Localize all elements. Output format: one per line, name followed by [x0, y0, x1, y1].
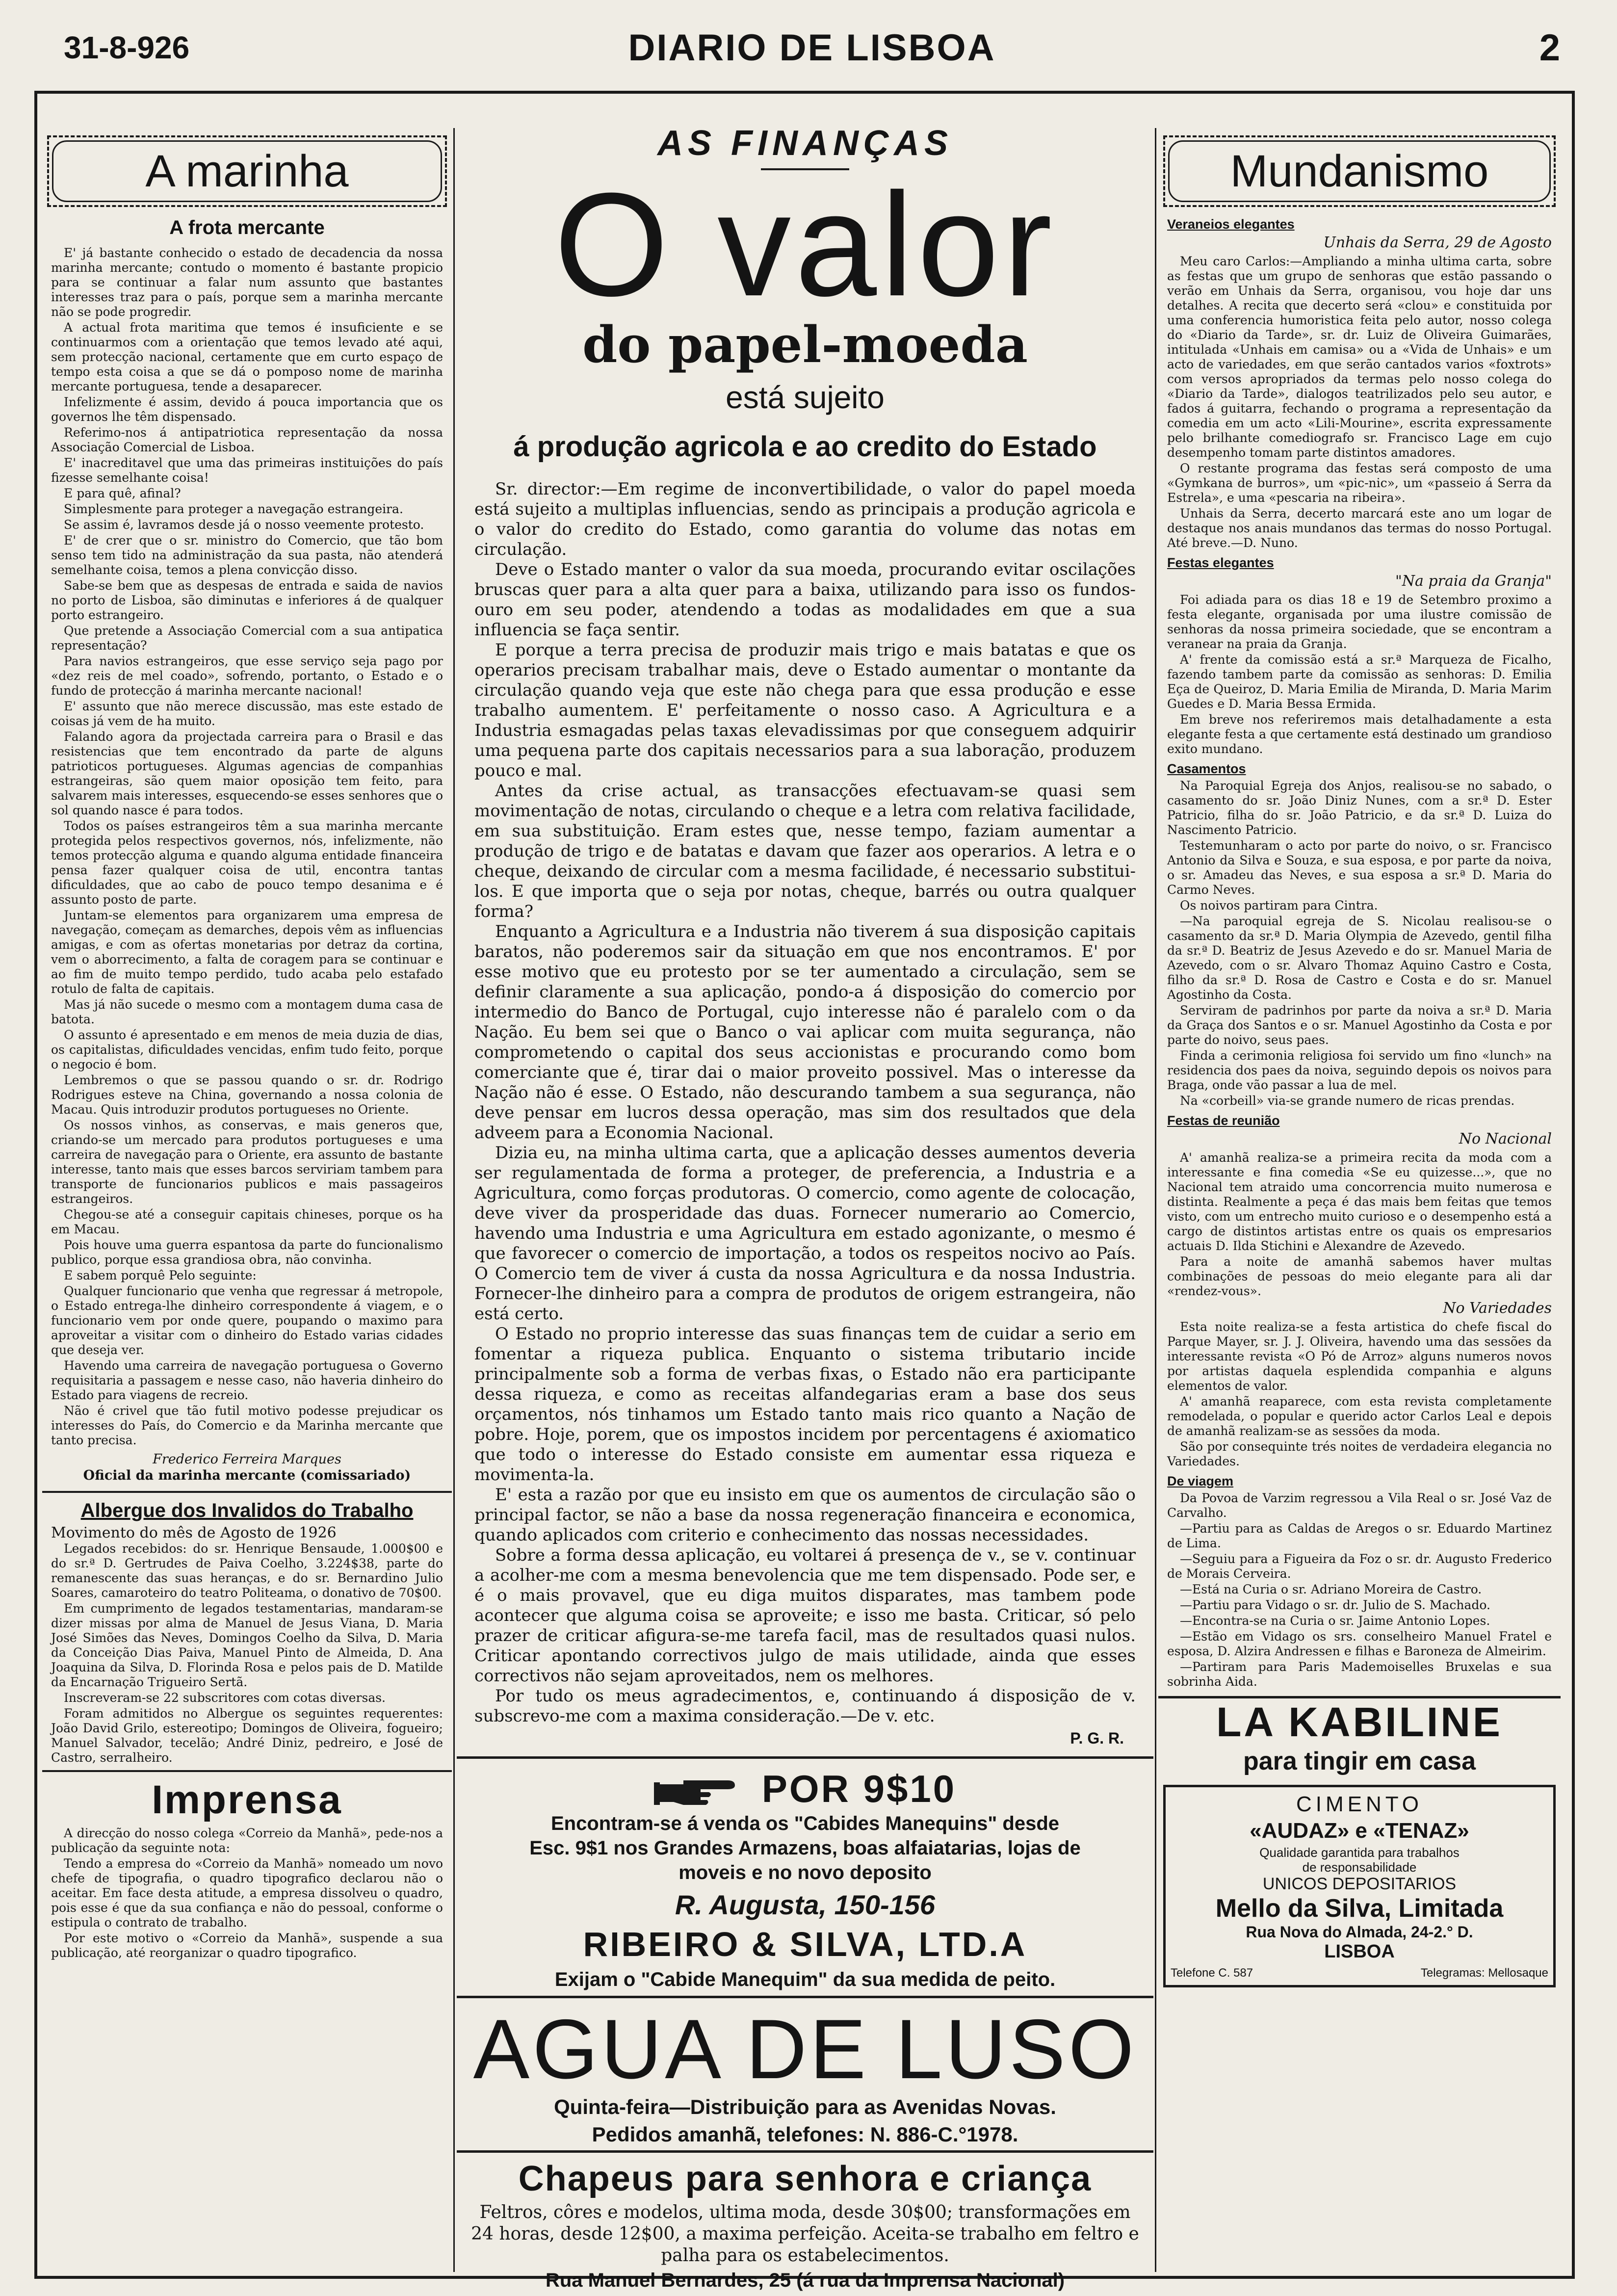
paragraph: Enquanto a Agricultura e a Industria não tiverem á sua disposição capitais baratos, não poderemos sair da situação em que nos encontramos. E' por esse motivo que eu protesto por se ter aumentado a circulação, sem se definir claramente a sua aplicação, pondo-a á disposição do comercio por intermedio do Banco de Portugal, cujo interesse não é paralelo com o da Nação. Eu bem sei que o Banco o vai aplicar com muita segurança, não comprometendo o capital dos seus accionistas e procurando como bom comerciante que é, tirar dai o maior proveito possivel. Mas o interesse da Nação não é esse. O Estado, não descurando tambem a sua segurança, não deve pensar em lucros dessa operação, mas sim dos resultados que dela adveem para a Economia Nacional. — [474, 922, 1136, 1143]
imprensa-title: Imprensa — [152, 1777, 342, 1822]
subsection-heading: Veraneios elegantes — [1167, 217, 1295, 232]
main-headline: O valor — [554, 162, 1056, 327]
paragraph: —Partiram para Paris Mademoiselles Bruxelas e sua sobrinha Aida. — [1167, 1660, 1552, 1689]
dateline: No Variedades — [1443, 1300, 1552, 1317]
reuniao-body — [1167, 1150, 1552, 1299]
paragraph: Sobre a forma dessa aplicação, eu voltarei á presença de v., se v. continuar a acolher-me com a mesma benevolencia que me tem dispensado. Pode ser, e é o mais provavel, que eu diga muitos disparates, mas tambem pode acontecer que alguma coisa se aproveite; e isso me basta. Criticar, só pelo prazer de criticar afigura-se-me tarefa facil, mas de resultados quasi nulos. Criticar apontando correctivos julgo de mais utilidade, ainda que esses correctivos não sejam aproveitados, nem os melhores. — [474, 1545, 1136, 1686]
paragraph: Juntam-se elementos para organizarem uma empresa de navegação, começam as demarches, depois vêm as influencias amigas, e com as ofertas monetarias por detraz da cortina, vem o aborrecimento, a falta de coragem para se continuar e ao fim de muito tempo perdido, tudo acaba pelo estafado rotulo de falta de capitais. — [51, 908, 443, 996]
ad-price: POR 9$10 — [761, 1767, 957, 1810]
ad-phone: Telefone C. 587 — [1171, 1966, 1253, 1980]
middle-column — [457, 123, 1153, 2291]
article-title: A frota mercante — [169, 217, 325, 238]
section-kicker: AS FINANÇAS — [657, 124, 953, 163]
headline-deck: do papel-moeda — [582, 315, 1028, 374]
paragraph: Simplesmente para proteger a navegação estrangeira. — [64, 502, 403, 516]
paragraph: Os nossos vinhos, as conservas, e mais generos que, criando-se um mercado para produtos portugueses e uma carreira de navegação para o Oriente, era assunto de bastante interesse, tanto mais que esses barcos serviriam tambem para transporte de funcionarios publicos e mais passageiros estrangeiros. — [51, 1118, 443, 1206]
paragraph: São por consequinte trés noites de verdadeira elegancia no Variedades. — [1167, 1439, 1552, 1468]
paragraph: Serviram de padrinhos por parte da noiva a sr.ª D. Maria da Graça dos Santos e o sr. Manuel Agostinho da Costa e por parte do noivo, seus paes. — [1167, 1003, 1552, 1047]
paragraph: E' assunto que não merece discussão, mas este estado de coisas já vem de ha muito. — [51, 699, 443, 728]
headline-deck-2: está sujeito — [726, 380, 885, 415]
paragraph: Inscreveram-se 22 subscritores com cotas diversas. — [64, 1691, 386, 1705]
paragraph: E' de crer que o sr. ministro do Comercio, que tão bom senso tem tido na administração da sua pasta, não atenderá semelhante coisa, temos a plena convicção disso. — [51, 533, 443, 577]
paragraph: Falando agora da projectada carreira para o Brasil e das resistencias que tem encontrado da parte de alguns patrioticos portugueses. Algumas agencias de companhias estrangeiras, são quem maior oposição tem feito, para salvarem mais interesses, esquecendo-se esses senhores que o sol quando nasce é para todos. — [51, 730, 443, 817]
left-column — [42, 126, 452, 2277]
headline-deck-3: á produção agricola e ao credito do Estado — [513, 431, 1097, 463]
paragraph: Unhais da Serra, decerto marcará este ano um logar de destaque nos anais mundanos das termas do nosso Portugal. Até breve.—D. Nuno. — [1167, 506, 1552, 550]
chapeus-advertisement — [457, 2153, 1153, 2292]
paragraph: Infelizmente é assim, devido á pouca importancia que os governos lhe têm dispensado. — [51, 395, 443, 424]
paragraph: Qualquer funcionario que venha que regressar á metropole, o Estado entrega-lhe dinheiro correspondente á viagem, e o funcionario vem por onde quere, poupando o maximo para aproveitar a visitar com o dinheiro do Estado varias cidades que deseja ver. — [51, 1284, 443, 1357]
section-heading-box — [47, 135, 447, 207]
paragraph: Lembremos o que se passou quando o sr. dr. Rodrigo Rodrigues esteve na China, governando a nossa colonia de Macau. Quis introduzir produtos portugueses no Oriente. — [51, 1073, 443, 1117]
casamentos-body — [1167, 779, 1552, 1108]
paragraph: Dizia eu, na minha ultima carta, que a aplicação desses aumentos deveria ser regulamentada de forma a proteger, de preferencia, a Industria e a Agricultura, como forças produtoras. O comercio, como agente de colocação, deve viver da prosperidade das duas. Fornecer numerario ao Comercio, havendo uma Industria e uma Agricultura em estado agonizante, o mesmo é que favorecer o comercio de importação, a todos os respeitos nocivo ao País. O Comercio tem de viver á custa da nossa Agricultura e da nossa Industria. Fornecer-lhe dinheiro para a compra de produtos de origem estrangeira, não está certo. — [474, 1143, 1136, 1324]
paragraph: Referimo-nos á antipatriotica representação da nossa Associação Comercial de Lisboa. — [51, 425, 443, 454]
paragraph: Para navios estrangeiros, que esse serviço seja pago por «dez reis de mel coado», sofrendo, portanto, o Estado e o fundo de protecção á marinha mercante nacional! — [51, 654, 443, 698]
article-body — [51, 246, 443, 1448]
paragraph: A actual frota maritima que temos é insuficiente e se continuarmos com a orientação que temos levado até aqui, sem protecção nacional, certamente que em curto espaço de tempo esta coisa a que se dá o pomposo nome de marinha mercante portuguesa, tende a desaparecer. — [51, 320, 443, 393]
paragraph: A' frente da comissão está a sr.ª Marqueza de Ficalho, fazendo tambem parte da comissão as senhoras: D. Emilia Eça de Queiroz, D. Maria Emilia de Miranda, D. Maria Marim Guedes e D. Maria Bessa Ermida. — [1167, 652, 1552, 711]
subsection-heading: Festas de reunião — [1167, 1113, 1280, 1128]
paragraph: A' amanhã realiza-se a primeira recita da moda com a interessante e fina comedia «Se eu quizesse...», que no Nacional tem atraido uma concorrencia muito numerosa e distinta. Realmente a peça é das mais bem feitas que temos visto, com um entrecho muito curioso e o desempenho está a cargo de distintos artistas entre os quais os empresarios actuais D. Ilda Stichini e Alexandre de Azevedo. — [1167, 1150, 1552, 1253]
paragraph: —Está na Curia o sr. Adriano Moreira de Castro. — [1180, 1582, 1482, 1596]
ad-title: CIMENTO — [1296, 1792, 1423, 1816]
pointing-hand-icon — [654, 1770, 737, 1809]
subsection-heading: Casamentos — [1167, 761, 1246, 776]
column-rule — [453, 128, 455, 2272]
ad-line: Encontram-se á venda os "Cabides Manequins" desde — [551, 1813, 1059, 1834]
paragraph: Na Paroquial Egreja dos Anjos, realisou-se no sabado, o casamento do sr. João Diniz Nunes, com a sr.ª D. Ester Patricio, filha do sr. João Patricio, e da sr.ª D. Luiza do Nascimento Patricio. — [1167, 779, 1552, 837]
ad-footer: Exijam o "Cabide Manequim" da sua medida de peito. — [554, 1969, 1056, 1990]
article-body — [474, 479, 1136, 1726]
section-title: A marinha — [52, 140, 442, 202]
paragraph: A' amanhã reaparece, com esta revista completamente remodelada, o popular e querido actor Carlos Leal e depois de amanhã realizam-se as sessões da moda. — [1167, 1394, 1552, 1438]
paragraph: E para quê, afinal? — [64, 486, 181, 500]
paragraph: —Estão em Vidago os srs. conselheiro Manuel Fratel e esposa, D. Alzira Andressen e filhas e Baroneza de Almeirim. — [1167, 1629, 1552, 1658]
paragraph: A direcção do nosso colega «Correio da Manhã», pede-nos a publicação da seguinte nota: — [51, 1826, 443, 1855]
section-heading-box — [1163, 135, 1556, 207]
ad-title: Chapeus para senhora e criança — [518, 2159, 1092, 2198]
agua-de-luso-advertisement — [457, 1996, 1153, 2153]
paragraph: E porque a terra precisa de produzir mais trigo e mais batatas e que os operarios precisam trabalhar mais, deve o Estado aumentar o montante da circulação quando veja que este não chega para que essa produção e esse trabalho aumentem. E' perfeitamente o nosso caso. A Agricultura e a Industria esmagadas pelas taxas elevadissimas por que conseguem adquirir uma pequena parte dos capitais necessarios para a sua laboração, produzem pouco e mal. — [474, 640, 1136, 781]
paragraph: Havendo uma carreira de navegação portuguesa o Governo requisitaria a passagem e nesse caso, não haveria dinheiro do Estado para viagens de recreio. — [51, 1358, 443, 1402]
ad-note: de responsabilidade — [1302, 1860, 1417, 1875]
paragraph: Finda a cerimonia religiosa foi servido um fino «lunch» na residencia dos paes da noiva, seguindo depois os noivos para Braga, onde vão passar a lua de mel. — [1167, 1048, 1552, 1092]
paragraph: O restante programa das festas será composto de uma «Gymkana de burros», um «pic-nic», um «passeio á Serra da Estrela», e uma «pescaria na ribeira». — [1167, 461, 1552, 505]
paragraph: E' já bastante conhecido o estado de decadencia da nossa marinha mercante; contudo o momento é bastante propicio para se continuar a falar num assunto que bastantes interesses traz para o país, porque sem a marinha mercante não se pode progredir. — [51, 246, 443, 319]
cabides-advertisement — [457, 1756, 1153, 1991]
paragraph: Antes da crise actual, as transacções efectuavam-se quasi sem movimentação de notas, circulando o cheque e a letra com relativa facilidade, em sua substituição. Eram estes que, nesse tempo, faziam aumentar a produção de trigo e de batatas e davam que fazer aos operarios. A letra e o cheque, deixando de circular com a mesma facilidade, é necessario substitui-los. E que importa que o seja por notas, cheque, barrés ou outra qualquer forma? — [474, 781, 1136, 921]
dateline: Unhais da Serra, 29 de Agosto — [1323, 234, 1552, 251]
ad-title: LA KABILINE — [1216, 1699, 1503, 1745]
paragraph: —Partiu para Vidago o sr. dr. Julio de S. Machado. — [1180, 1598, 1490, 1612]
article-signature: P. G. R. — [1070, 1729, 1124, 1747]
paragraph: Não é crivel que tão futil motivo podesse prejudicar os interesses do País, do Comercio e da Marinha mercante que tanto precisa. — [51, 1404, 443, 1447]
viagem-body — [1167, 1491, 1552, 1689]
author-role: Oficial da marinha mercante (comissariado) — [83, 1468, 411, 1483]
ad-company: RIBEIRO & SILVA, LTD.A — [583, 1925, 1027, 1963]
paragraph: O Estado no proprio interesse das suas finanças tem de cuidar a serio em fomentar a riqueza publica. Enquanto o sistema tributario incide principalmente sob a forma de verbas fixas, o Estado não era participante dessa riqueza, e como as receitas alfandegarias eram a base dos seus orçamentos, nós tinhamos um Estado tanto mais rico quanto a Nação de pobre. Hoje, porem, que os impostos incidem por percentagens é axiomatico que todo o interesse do Estado consiste em aumentar essa riqueza e movimenta-la. — [474, 1324, 1136, 1485]
paragraph: Os noivos partiram para Cintra. — [1180, 898, 1378, 913]
paragraph: Todos os países estrangeiros têm a sua marinha mercante protegida pelos respectivos governos, nós, infelizmente, não temos protecção alguma e quando alguma entidade financeira pensa fazer qualquer coisa de util, encontra tantas dificuldades, que ao cabo de pouco tempo desanima e é assunto posto de parte. — [51, 819, 443, 907]
imprensa-body — [51, 1826, 443, 1960]
albergue-subtitle: Movimento do mês de Agosto de 1926 — [51, 1524, 337, 1541]
ad-line: Esc. 9$1 nos Grandes Armazens, boas alfaiatarias, lojas de — [529, 1837, 1081, 1859]
cimento-advertisement — [1163, 1785, 1556, 1987]
ad-address: Rua Nova do Almada, 24-2.° D. — [1246, 1923, 1473, 1941]
paragraph: Foi adiada para os dias 18 e 19 de Setembro proximo a festa elegante, organisada por uma ilustre comissão de senhoras da nossa primeira sociedade, que se encontram a veranear na praia da Granja. — [1167, 593, 1552, 651]
ad-line: Quinta-feira—Distribuição para as Avenidas Novas. — [554, 2095, 1056, 2118]
page-number: 2 — [1539, 27, 1560, 69]
masthead — [64, 25, 1560, 78]
dateline: No Nacional — [1459, 1130, 1552, 1148]
paragraph: Testemunharam o acto por parte do noivo, o sr. Francisco Antonio da Silva e Souza, e sua esposa, e por parte da noiva, o sr. Amadeu das Neves, e sua esposa a sr.ª D. Maria do Carmo Neves. — [1167, 838, 1552, 897]
author-signature: Frederico Ferreira Marques — [153, 1452, 341, 1467]
ad-line: moveis e no novo deposito — [678, 1862, 932, 1883]
paragraph: —Na paroquial egreja de S. Nicolau realisou-se o casamento da sr.ª D. Maria Olympia de Azevedo, gentil filha da sr.ª D. Beatriz de Jesus Azevedo e do sr. Manuel Maria de Azevedo, com o sr. Alvaro Thomaz Aquino Castro e Costa, filho da sr.ª D. Rosa de Castro e Costa e do sr. Manuel Agostinho da Costa. — [1167, 914, 1552, 1002]
ad-line: Pedidos amanhã, telefones: N. 886-C.°1978. — [592, 2123, 1018, 2146]
kabiline-advertisement — [1158, 1696, 1561, 1777]
paragraph: Tendo a empresa do «Correio da Manhã» nomeado um novo chefe de tipografia, o quadro tipografico declarou não o aceitar. Em face desta atitude, a empresa dissolveu o quadro, pois esse é que da sua confiança e não do pessoal, conforme o estipula o contrato de trabalho. — [51, 1856, 443, 1930]
paragraph: Mas já não sucede o mesmo com a montagem duma casa de batota. — [51, 997, 443, 1026]
festas-body — [1167, 593, 1552, 757]
paragraph: Que pretende a Associação Comercial com a sua antipatica representação? — [51, 624, 443, 652]
paragraph: Em cumprimento de legados testamentarias, mandaram-se dizer missas por alma de Manuel de Jesus Viana, D. Maria José Simões das Neves, Domingos Coelho da Silva, D. Maria da Conceição Dias Paiva, Manuel Pinto de Almeida, D. Ana Joaquina da Silva, D. Florinda Rosa e pelos pais de D. Matilde da Encarnação Trigueiro Sertã. — [51, 1601, 443, 1689]
paragraph: O assunto é apresentado e em menos de meia duzia de dias, os capitalistas, dificuldades vencidas, enfim tudo feito, porque o negocio é bom. — [51, 1028, 443, 1071]
paragraph: Se assim é, lavramos desde já o nosso veemente protesto. — [64, 518, 424, 532]
paragraph: Deve o Estado manter o valor da sua moeda, procurando evitar oscilações bruscas quer para a alta quer para a baixa, utilizando para isso os fundos-ouro em seu poder, atendendo a todas as modalidades em que a sua influencia se faça sentir. — [474, 560, 1136, 640]
paragraph: Por este motivo o «Correio da Manhã», suspende a sua publicação, até reorganizar o quadro tipografico. — [51, 1931, 443, 1960]
paragraph: —Seguiu para a Figueira da Foz o sr. dr. Augusto Frederico de Morais Cerveira. — [1167, 1552, 1552, 1581]
subsection-heading: De viagem — [1167, 1474, 1234, 1488]
ad-city: LISBOA — [1324, 1941, 1395, 1962]
paragraph: Sabe-se bem que as despesas de entrada e saida de navios no porto de Lisboa, são diminutas e inferiores á de qualquer porto estrangeiro. — [51, 578, 443, 622]
ad-title: AGUA DE LUSO — [473, 2002, 1137, 2096]
issue-date: 31-8-926 — [64, 30, 190, 65]
newspaper-title: DIARIO DE LISBOA — [628, 27, 996, 69]
ad-subtitle: para tingir em casa — [1243, 1747, 1476, 1775]
veraneios-body — [1167, 254, 1552, 550]
ad-telegrams: Telegramas: Mellosaque — [1420, 1966, 1548, 1980]
ad-company: Mello da Silva, Limitada — [1215, 1894, 1504, 1923]
paragraph: E' esta a razão por que eu insisto em que os aumentos de circulação são o principal factor, se não a base da nossa regeneração financeira e economica, quando aplicados com criterio e conhecimento das nossas necessidades. — [474, 1485, 1136, 1545]
paragraph: E' inacreditavel que uma das primeiras instituições do país fizesse semelhante coisa! — [51, 456, 443, 485]
paragraph: Pois houve uma guerra espantosa da parte do funcionalismo publico, porque essa grandiosa obra, não convinha. — [51, 1238, 443, 1267]
dateline: "Na praia da Granja" — [1395, 573, 1552, 590]
divider — [42, 1491, 452, 1493]
subsection-heading: Festas elegantes — [1167, 555, 1274, 570]
paragraph: —Encontra-se na Curia o sr. Jaime Antonio Lopes. — [1180, 1614, 1490, 1628]
paragraph: Meu caro Carlos:—Ampliando a minha ultima carta, sobre as festas que um grupo de senhoras que estão passando o verão em Unhais da Serra, organisou, vou hoje dar uns detalhes. A recita que decerto será «clou» e constituida por uma conferencia humoristica feita pelo autor, nosso colega do «Diario da Tarde», sr. dr. Luiz de Oliveira Guimarães, intitulada «Unhais em camisa» ou a «Vida de Unhais» e um acto de variedades, em que serão cantados varios «foxtrots» com versos apropriados da termas pelo nosso colega do «Diario da Tarde», dialogos teatrilizados pelo seu autor, e fados á guitarra, fechando o programa a representação da comedia em um acto «Lili-Mourine», escrita expressamente pelo brilhante comediografo sr. Francisco Lage em cujo desempenho tomam parte distintos amadores. — [1167, 254, 1552, 460]
paragraph: Esta noite realiza-se a festa artistica do chefe fiscal do Parque Mayer, sr. J. J. Oliveira, havendo uma das sessões da interessante revista «O Pó de Arroz» alguns numeros novos por artistas daquela esplendida companhia e alguns elementos de valor. — [1167, 1320, 1552, 1393]
paragraph: —Partiu para as Caldas de Aregos o sr. Eduardo Martinez de Lima. — [1167, 1521, 1552, 1550]
ad-depositarios: UNICOS DEPOSITARIOS — [1262, 1875, 1457, 1893]
right-column — [1158, 126, 1561, 2277]
paragraph: Para a noite de amanhã sabemos haver multas combinações de pessoas do meio elegante para ali dar «rendez-vous». — [1167, 1254, 1552, 1298]
ad-note: Qualidade garantida para trabalhos — [1259, 1845, 1460, 1860]
ad-brands: «AUDAZ» e «TENAZ» — [1250, 1819, 1469, 1843]
paragraph: Da Povoa de Varzim regressou a Vila Real o sr. José Vaz de Carvalho. — [1167, 1491, 1552, 1520]
ad-body: Feltros, côres e modelos, ultima moda, desde 30$00; transformações em 24 horas, desde 12$00, a maxima perfeição. Aceita-se trabalho em feltro e palha para os estabelecimentos. — [471, 2202, 1139, 2266]
paragraph: Sr. director:—Em regime de inconvertibilidade, o valor do papel moeda está sujeito a multiplas influencias, sendo as principais a produção agricola e o valor do credito do Estado, como garantia do volume das notas em circulação. — [474, 479, 1136, 559]
variedades-body — [1167, 1320, 1552, 1469]
paragraph: Na «corbeill» via-se grande numero de ricas prendas. — [1180, 1094, 1515, 1108]
column-rule — [1155, 128, 1156, 2272]
ad-address: R. Augusta, 150-156 — [675, 1889, 936, 1920]
divider — [42, 1770, 452, 1772]
paragraph: E sabem porquê Pelo seguinte: — [64, 1268, 257, 1282]
paragraph: Foram admitidos no Albergue os seguintes requerentes: João David Grilo, estereotipo; Domingos de Oliveira, fogueiro; Manuel Salvador, tecelão; André Diniz, pedreiro, e José de Castro, serralheiro. — [51, 1706, 443, 1765]
paragraph: Chegou-se até a conseguir capitais chineses, porque os ha em Macau. — [51, 1207, 443, 1236]
section-title: Mundanismo — [1168, 140, 1551, 202]
paragraph: Por tudo os meus agradecimentos, e, continuando á disposição de v. subscrevo-me com a maxima consideração.—De v. etc. — [474, 1686, 1136, 1726]
paragraph: Legados recebidos: do sr. Henrique Bensaude, 1.000$00 e do sr.ª D. Gertrudes de Paiva Coelho, 3.224$38, parte do remanescente das suas heranças, e do sr. Bernardino Julio Soares, camaroteiro do teatro Politeama, o donativo de 70$00. — [51, 1541, 443, 1600]
albergue-title: Albergue dos Invalidos do Trabalho — [80, 1500, 414, 1521]
albergue-body — [51, 1526, 443, 1765]
ad-address: Rua Manuel Bernardes, 25 (á rua da Imprensa Nacional) — [545, 2270, 1065, 2291]
page-frame — [34, 91, 1575, 2291]
paragraph: Em breve nos referiremos mais detalhadamente a esta elegante festa a que certamente está destinado um grandioso exito mundano. — [1167, 712, 1552, 756]
